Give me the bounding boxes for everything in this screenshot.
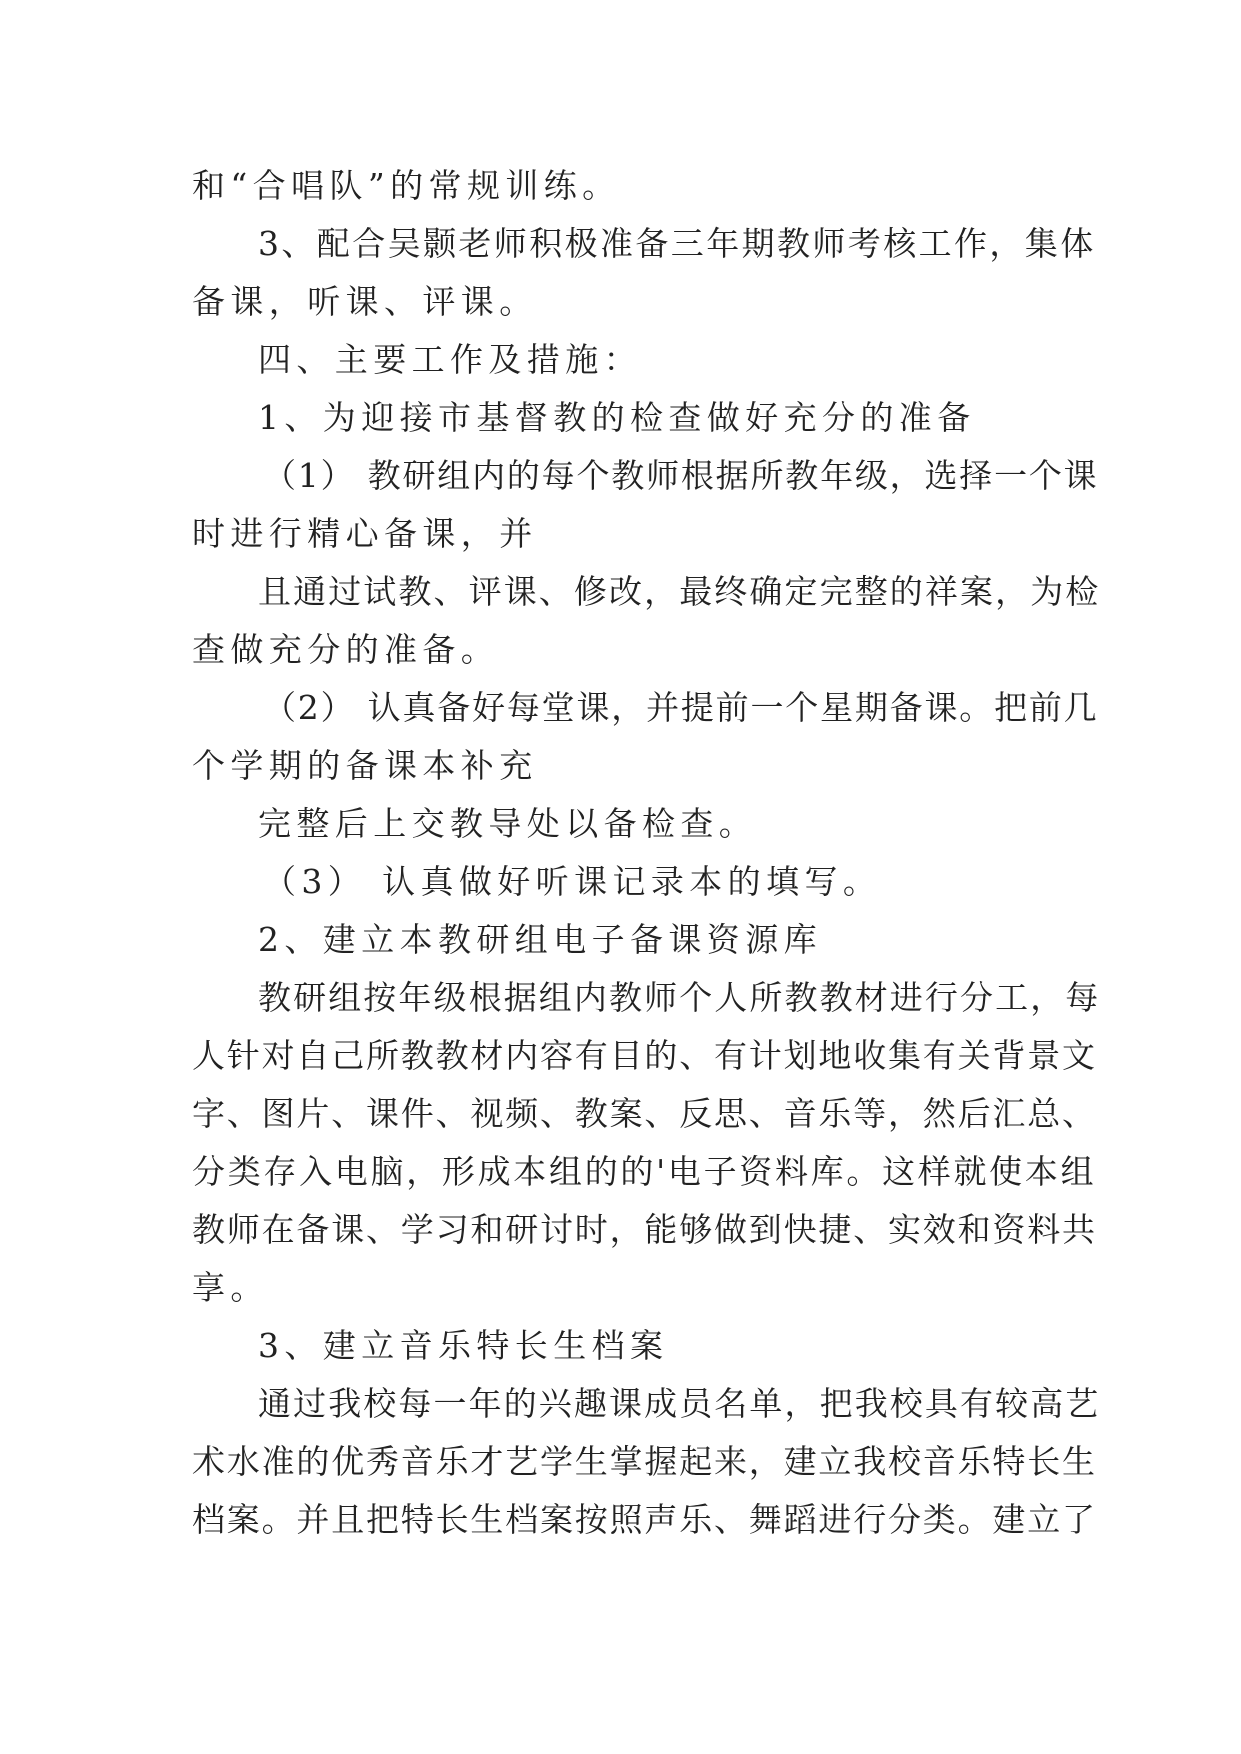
text-line: 通过我校每一年的兴趣课成员名单，把我校具有较高艺	[258, 1384, 1101, 1423]
text-line: 且通过试教、评课、修改，最终确定完整的祥案，为检	[258, 572, 1101, 611]
text-line: 教研组按年级根据组内教师个人所教教材进行分工，每	[258, 978, 1101, 1017]
text-line: （2） 认真备好每堂课，并提前一个星期备课。把前几	[263, 688, 1099, 727]
text-line: 术水准的优秀音乐才艺学生掌握起来，建立我校音乐特长生	[192, 1442, 1097, 1481]
text-line: （3） 认真做好听课记录本的填写。	[263, 862, 882, 901]
text-line: （1） 教研组内的每个教师根据所教年级，选择一个课	[263, 456, 1099, 495]
text-line: 备课，听课、评课。	[192, 282, 538, 321]
subsection-heading: 3、建立音乐特长生档案	[258, 1326, 669, 1365]
text-line: 人针对自己所教教材内容有目的、有计划地收集有关背景文	[192, 1036, 1097, 1075]
subsection-heading: 1、为迎接市基督教的检查做好充分的准备	[258, 398, 976, 437]
text-line: 和“合唱队”的常规训练。	[192, 166, 621, 205]
text-line: 完整后上交教导处以备检查。	[258, 804, 758, 843]
text-line: 时进行精心备课，并	[192, 514, 538, 553]
text-line: 分类存入电脑，形成本组的的'电子资料库。这样就使本组	[192, 1152, 1097, 1191]
section-heading: 四、主要工作及措施：	[258, 340, 642, 379]
text-line: 档案。并且把特长生档案按照声乐、舞蹈进行分类。建立了	[192, 1500, 1097, 1539]
text-line: 个学期的备课本补充	[192, 746, 538, 785]
text-line: 字、图片、课件、视频、教案、反思、音乐等，然后汇总、	[192, 1094, 1097, 1133]
text-line: 查做充分的准备。	[192, 630, 500, 669]
text-line: 3、配合吴颢老师积极准备三年期教师考核工作，集体	[258, 224, 1096, 263]
subsection-heading: 2、建立本教研组电子备课资源库	[258, 920, 822, 959]
text-line: 教师在备课、学习和研讨时，能够做到快捷、实效和资料共	[192, 1210, 1097, 1249]
text-line: 享。	[192, 1268, 269, 1307]
